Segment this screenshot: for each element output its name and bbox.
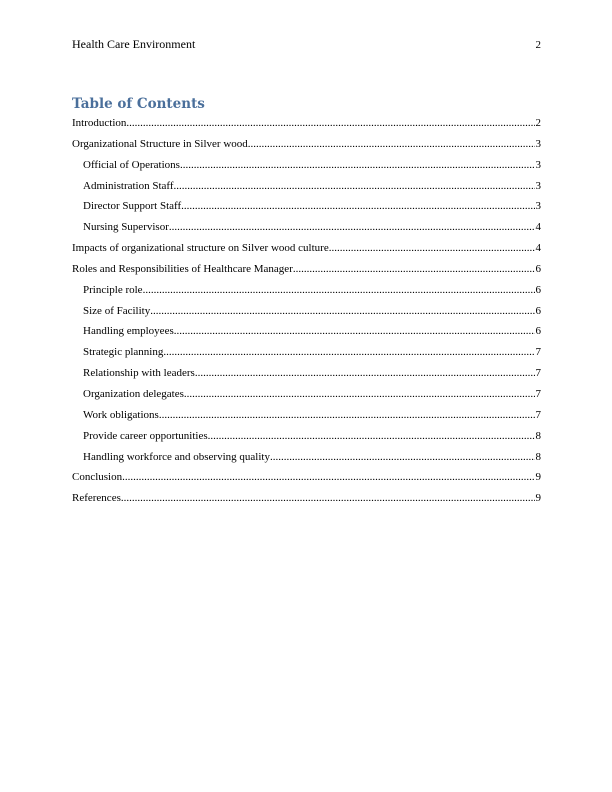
- toc-entry[interactable]: [72, 467, 541, 488]
- toc-entry[interactable]: [72, 196, 541, 217]
- toc-entry[interactable]: [72, 155, 541, 176]
- toc-entry-page-number[interactable]: 6: [535, 325, 541, 338]
- toc-dot-leader: [248, 134, 535, 155]
- running-header-title: Health Care Environment: [72, 37, 196, 51]
- toc-entry-label[interactable]: Principle role: [83, 283, 143, 296]
- toc-entry-page-number[interactable]: 6: [535, 304, 541, 317]
- toc-entry-label[interactable]: Director Support Staff: [83, 200, 182, 213]
- toc-dot-leader: [195, 363, 535, 384]
- toc-dot-leader: [184, 384, 535, 405]
- toc-dot-leader: [122, 467, 534, 488]
- toc-entry[interactable]: [72, 447, 541, 468]
- toc-entry-label[interactable]: Roles and Responsibilities of Healthcare Manager: [72, 262, 293, 275]
- toc-entry-label[interactable]: Conclusion: [72, 471, 123, 484]
- toc-entry-label[interactable]: Strategic planning: [83, 346, 164, 359]
- toc-entry[interactable]: [72, 134, 541, 155]
- toc-entry-label[interactable]: Work obligations: [83, 408, 159, 421]
- toc-dot-leader: [143, 280, 535, 301]
- toc-dot-leader: [150, 301, 534, 322]
- header-page-number: 2: [535, 39, 541, 51]
- toc-entry[interactable]: [72, 363, 541, 384]
- toc-entry-page-number[interactable]: 7: [535, 408, 541, 421]
- toc-entry-page-number[interactable]: 3: [535, 179, 541, 192]
- toc-entry[interactable]: [72, 321, 541, 342]
- toc-entry[interactable]: [72, 238, 541, 259]
- toc-entry-label[interactable]: References: [72, 492, 121, 505]
- toc-entry-label[interactable]: Impacts of organizational structure on Silver wood culture: [72, 242, 329, 255]
- toc-entry[interactable]: [72, 217, 541, 238]
- toc-entry-page-number[interactable]: 9: [535, 492, 541, 505]
- toc-entry-page-number[interactable]: 7: [535, 387, 541, 400]
- toc-entry-label[interactable]: Organization delegates: [83, 387, 184, 400]
- toc-entry-label[interactable]: Relationship with leaders: [83, 367, 195, 380]
- toc-entry-page-number[interactable]: 3: [535, 137, 541, 150]
- toc-dot-leader: [180, 155, 535, 176]
- toc-entry-page-number[interactable]: 3: [535, 200, 541, 213]
- toc-dot-leader: [174, 176, 535, 197]
- toc-entry-page-number[interactable]: 7: [535, 367, 541, 380]
- toc-entry[interactable]: [72, 176, 541, 197]
- toc-entry-label[interactable]: Provide career opportunities: [83, 429, 208, 442]
- toc-dot-leader: [159, 405, 535, 426]
- toc-entry[interactable]: [72, 405, 541, 426]
- toc-dot-leader: [126, 113, 534, 134]
- toc-entry-label[interactable]: Introduction: [72, 117, 127, 129]
- toc-entry[interactable]: [72, 342, 541, 363]
- toc-entry[interactable]: [72, 426, 541, 447]
- toc-entry-page-number[interactable]: 6: [535, 283, 541, 296]
- toc-entry[interactable]: [72, 488, 541, 509]
- toc-entry-page-number[interactable]: 8: [535, 450, 541, 463]
- toc-dot-leader: [174, 321, 535, 342]
- toc-dot-leader: [163, 342, 534, 363]
- toc-entry-page-number[interactable]: 3: [535, 158, 541, 171]
- toc-entry[interactable]: [72, 301, 541, 322]
- toc-entry[interactable]: [72, 113, 541, 134]
- table-of-contents: [72, 113, 541, 509]
- toc-dot-leader: [293, 259, 535, 280]
- toc-entry-page-number[interactable]: 8: [535, 429, 541, 442]
- toc-entry-label[interactable]: Organizational Structure in Silver wood: [72, 137, 248, 150]
- toc-entry[interactable]: [72, 259, 541, 280]
- toc-dot-leader: [329, 238, 535, 259]
- toc-entry[interactable]: [72, 280, 541, 301]
- toc-entry-page-number[interactable]: 4: [535, 221, 541, 234]
- toc-entry-page-number[interactable]: 9: [535, 471, 541, 484]
- toc-entry-page-number[interactable]: 6: [535, 262, 541, 275]
- toc-entry-label[interactable]: Handling employees: [83, 325, 174, 338]
- toc-entry-label[interactable]: Official of Operations: [83, 158, 180, 171]
- toc-dot-leader: [208, 426, 535, 447]
- toc-entry-label[interactable]: Administration Staff: [83, 179, 174, 192]
- toc-dot-leader: [169, 217, 535, 238]
- toc-entry-label[interactable]: Handling workforce and observing quality: [83, 450, 270, 463]
- toc-dot-leader: [121, 488, 535, 509]
- toc-entry-page-number[interactable]: 4: [535, 242, 541, 255]
- toc-dot-leader: [270, 447, 535, 468]
- toc-entry-page-number[interactable]: 7: [535, 346, 541, 359]
- toc-heading: Table of Contents: [72, 96, 205, 112]
- toc-entry[interactable]: [72, 384, 541, 405]
- toc-dot-leader: [181, 196, 534, 217]
- toc-entry-label[interactable]: Nursing Supervisor: [83, 221, 169, 234]
- toc-entry-label[interactable]: Size of Facility: [83, 304, 151, 317]
- toc-entry-page-number[interactable]: 2: [535, 117, 541, 129]
